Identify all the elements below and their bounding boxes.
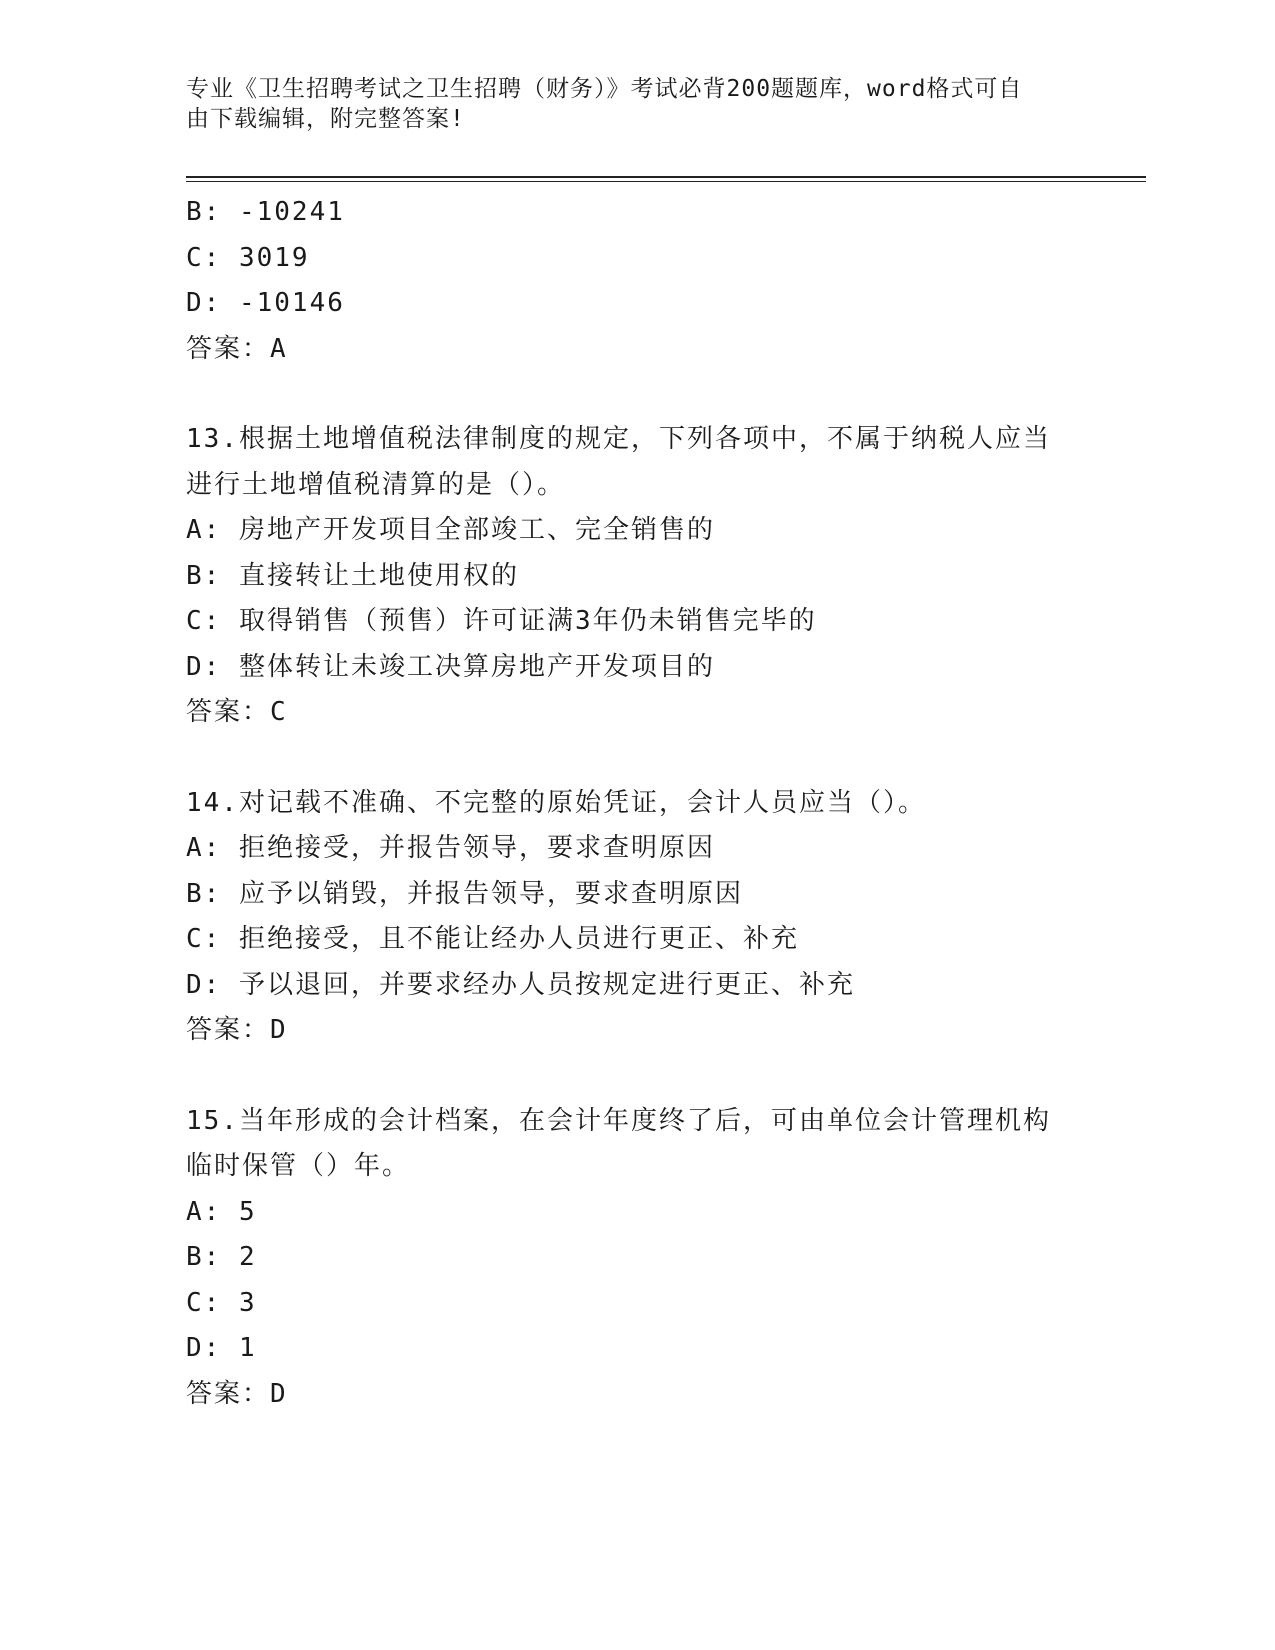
question-text-line-1: 13.根据土地增值税法律制度的规定，下列各项中，不属于纳税人应当 bbox=[186, 424, 1051, 454]
option-b: B: 应予以销毁，并报告领导，要求查明原因 bbox=[186, 878, 743, 909]
option-a: A: 房地产开发项目全部竣工、完全销售的 bbox=[186, 515, 715, 545]
option-a: A: 拒绝接受，并报告领导，要求查明原因 bbox=[186, 833, 715, 863]
spacer bbox=[186, 372, 1086, 417]
option-c: C: 3019 bbox=[186, 242, 310, 273]
option-c: C: 拒绝接受，且不能让经办人员进行更正、补充 bbox=[186, 924, 799, 954]
question-list bbox=[186, 190, 1086, 1417]
spacer bbox=[186, 736, 1086, 781]
option-c: C: 3 bbox=[186, 1287, 257, 1318]
answer-line: 答案：D bbox=[186, 1015, 288, 1045]
option-b: B: -10241 bbox=[186, 197, 345, 227]
answer-line: 答案：C bbox=[186, 697, 288, 727]
spacer bbox=[186, 1054, 1086, 1099]
option-b: B: 2 bbox=[186, 1242, 257, 1272]
option-a: A: 5 bbox=[186, 1196, 257, 1227]
option-d: D: 整体转让未竣工决算房地产开发项目的 bbox=[186, 651, 715, 682]
page-header bbox=[186, 74, 1086, 134]
header-rule-thick bbox=[186, 176, 1146, 178]
question-text-line-2: 临时保管（）年。 bbox=[186, 1151, 411, 1181]
option-b: B: 直接转让土地使用权的 bbox=[186, 560, 519, 591]
question-12-tail bbox=[186, 190, 1086, 372]
question-text-line-1: 14.对记载不准确、不完整的原始凭证，会计人员应当（）。 bbox=[186, 787, 926, 818]
header-line-2: 由下载编辑，附完整答案! bbox=[186, 106, 465, 132]
header-line-1: 专业《卫生招聘考试之卫生招聘（财务）》考试必背200题题库，word格式可自 bbox=[186, 76, 1023, 102]
question-15 bbox=[186, 1099, 1086, 1418]
header-rule-thin bbox=[186, 181, 1146, 182]
question-14 bbox=[186, 781, 1086, 1054]
question-13 bbox=[186, 417, 1086, 736]
question-text-line-2: 进行土地增值税清算的是（）。 bbox=[186, 469, 566, 500]
option-d: D: 1 bbox=[186, 1333, 257, 1363]
answer-line: 答案：D bbox=[186, 1378, 288, 1409]
option-d: D: 予以退回，并要求经办人员按规定进行更正、补充 bbox=[186, 969, 855, 1000]
option-d: D: -10146 bbox=[186, 288, 345, 318]
option-c: C: 取得销售（预售）许可证满3年仍未销售完毕的 bbox=[186, 606, 817, 636]
question-text-line-1: 15.当年形成的会计档案，在会计年度终了后，可由单位会计管理机构 bbox=[186, 1105, 1051, 1136]
answer-line: 答案：A bbox=[186, 333, 288, 364]
